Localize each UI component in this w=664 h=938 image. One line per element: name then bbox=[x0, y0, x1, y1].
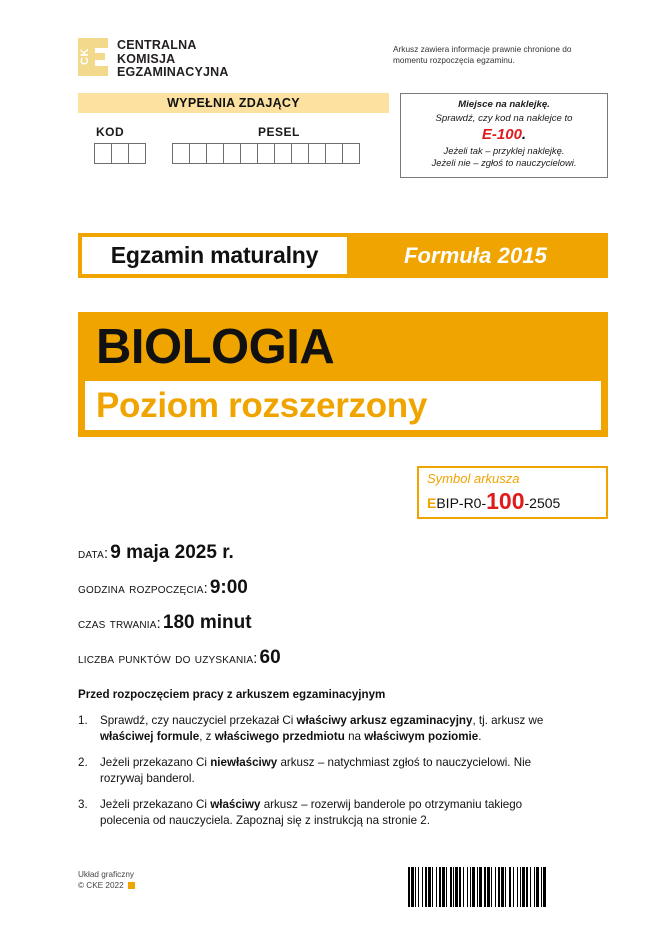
pesel-cell[interactable] bbox=[274, 143, 292, 164]
instructions-section bbox=[78, 688, 558, 839]
cke-branding bbox=[78, 38, 229, 80]
meta-value: 60 bbox=[259, 647, 281, 668]
pesel-cell[interactable] bbox=[206, 143, 224, 164]
subject-title: BIOLOGIA bbox=[96, 320, 335, 374]
symbol-suffix: -2505 bbox=[524, 495, 561, 511]
instruction-number: 3. bbox=[78, 798, 88, 811]
instruction-item bbox=[78, 797, 558, 828]
page-header bbox=[78, 38, 608, 88]
subject-block bbox=[78, 312, 608, 437]
meta-label: liczba punktów do uzyskania: bbox=[78, 651, 258, 667]
exam-meta-list bbox=[78, 536, 528, 676]
code-box-row bbox=[78, 143, 389, 165]
org-line-3: EGZAMINACYJNA bbox=[117, 65, 229, 80]
instruction-text: Sprawdź, czy nauczyciel przekazał Ci właściwy arkusz egzaminacyjny, tj. arkusz we właściwej formule, z właściwego przedmiotu na właściwym poziomie. bbox=[100, 714, 544, 743]
meta-label: data: bbox=[78, 546, 109, 562]
pesel-cell[interactable] bbox=[172, 143, 190, 164]
kod-input-group[interactable] bbox=[94, 143, 145, 164]
sticker-instruction-yes: Jeżeli tak – przyklej naklejkę. bbox=[443, 145, 565, 156]
layout-credit-line-1: Układ graficzny bbox=[78, 870, 134, 879]
org-line-1: CENTRALNA bbox=[117, 38, 197, 52]
instruction-number: 2. bbox=[78, 756, 88, 769]
pesel-cell[interactable] bbox=[291, 143, 309, 164]
instruction-item bbox=[78, 755, 558, 786]
exam-type-box bbox=[82, 237, 347, 274]
exam-type-label: Egzamin maturalny bbox=[110, 242, 319, 268]
sticker-instruction-no: Jeżeli nie – zgłoś to nauczycielowi. bbox=[431, 156, 577, 168]
exam-formula-box bbox=[347, 237, 604, 274]
meta-value: 9:00 bbox=[209, 577, 248, 598]
meta-row bbox=[78, 606, 528, 641]
code-field-labels bbox=[78, 125, 389, 143]
barcode-icon bbox=[408, 867, 602, 907]
exam-type-band bbox=[78, 233, 608, 278]
pesel-cell[interactable] bbox=[240, 143, 258, 164]
org-line-2: KOMISJA bbox=[117, 51, 176, 66]
barcode-bar bbox=[543, 867, 546, 907]
kod-cell[interactable] bbox=[94, 143, 112, 164]
orange-square-icon bbox=[128, 882, 135, 889]
kod-label: KOD bbox=[96, 125, 125, 139]
organization-name bbox=[117, 38, 229, 80]
sheet-symbol-caption: Symbol arkusza bbox=[427, 471, 520, 486]
symbol-middle: BIP-R0- bbox=[436, 495, 487, 511]
sticker-check-text: Sprawdź, czy kod na naklejce to bbox=[435, 113, 573, 124]
sticker-code-value: E-100 bbox=[481, 126, 522, 143]
layout-credit-line-2: © CKE 2022 bbox=[78, 880, 135, 891]
sheet-symbol-box bbox=[417, 466, 608, 519]
sticker-code bbox=[406, 126, 602, 144]
exam-formula-label: Formuła 2015 bbox=[403, 242, 548, 268]
symbol-prefix: E bbox=[427, 495, 437, 511]
cke-logo-icon: CK bbox=[78, 38, 108, 76]
pesel-cell[interactable] bbox=[325, 143, 343, 164]
meta-label: czas trwania: bbox=[78, 616, 161, 632]
pesel-input-group[interactable] bbox=[172, 143, 359, 164]
pesel-cell[interactable] bbox=[189, 143, 207, 164]
meta-label: godzina rozpoczęcia: bbox=[78, 581, 208, 597]
pesel-cell[interactable] bbox=[257, 143, 275, 164]
symbol-number: 100 bbox=[486, 488, 525, 514]
kod-cell[interactable] bbox=[111, 143, 129, 164]
footer-credits bbox=[78, 869, 135, 891]
sticker-code-suffix: . bbox=[521, 126, 527, 143]
sticker-placement-box bbox=[400, 93, 608, 178]
pesel-cell[interactable] bbox=[308, 143, 326, 164]
subject-level-box bbox=[82, 378, 604, 433]
instruction-text: Jeżeli przekazano Ci niewłaściwy arkusz – natychmiast zgłoś to nauczycielowi. Nie rozrywaj banderol. bbox=[100, 756, 532, 785]
meta-value: 9 maja 2025 r. bbox=[110, 542, 234, 563]
instruction-number: 1. bbox=[78, 714, 88, 727]
fill-in-band-label: WYPEŁNIA ZDAJĄCY bbox=[167, 96, 300, 110]
kod-cell[interactable] bbox=[128, 143, 146, 164]
code-fields bbox=[78, 125, 389, 165]
meta-row bbox=[78, 536, 528, 571]
fill-in-band bbox=[78, 93, 389, 113]
pesel-label: PESEL bbox=[258, 125, 300, 139]
instructions-title: Przed rozpoczęciem pracy z arkuszem egzaminacyjnym bbox=[78, 688, 386, 701]
pesel-cell[interactable] bbox=[342, 143, 360, 164]
pesel-cell[interactable] bbox=[223, 143, 241, 164]
legal-notice: Arkusz zawiera informacje prawnie chronione do momentu rozpoczęcia egzaminu. bbox=[393, 44, 572, 65]
meta-row bbox=[78, 641, 528, 676]
subject-level-label: Poziom rozszerzony bbox=[96, 385, 428, 425]
sheet-symbol-code bbox=[427, 488, 598, 516]
instruction-item bbox=[78, 713, 558, 744]
instruction-text: Jeżeli przekazano Ci właściwy arkusz – rozerwij banderole po otrzymaniu takiego polecenia od nauczyciela. Zapoznaj się z instrukcją na stronie 2. bbox=[100, 798, 523, 827]
meta-value: 180 minut bbox=[162, 612, 252, 633]
meta-row bbox=[78, 571, 528, 606]
sticker-title: Miejsce na naklejkę. bbox=[458, 99, 550, 110]
